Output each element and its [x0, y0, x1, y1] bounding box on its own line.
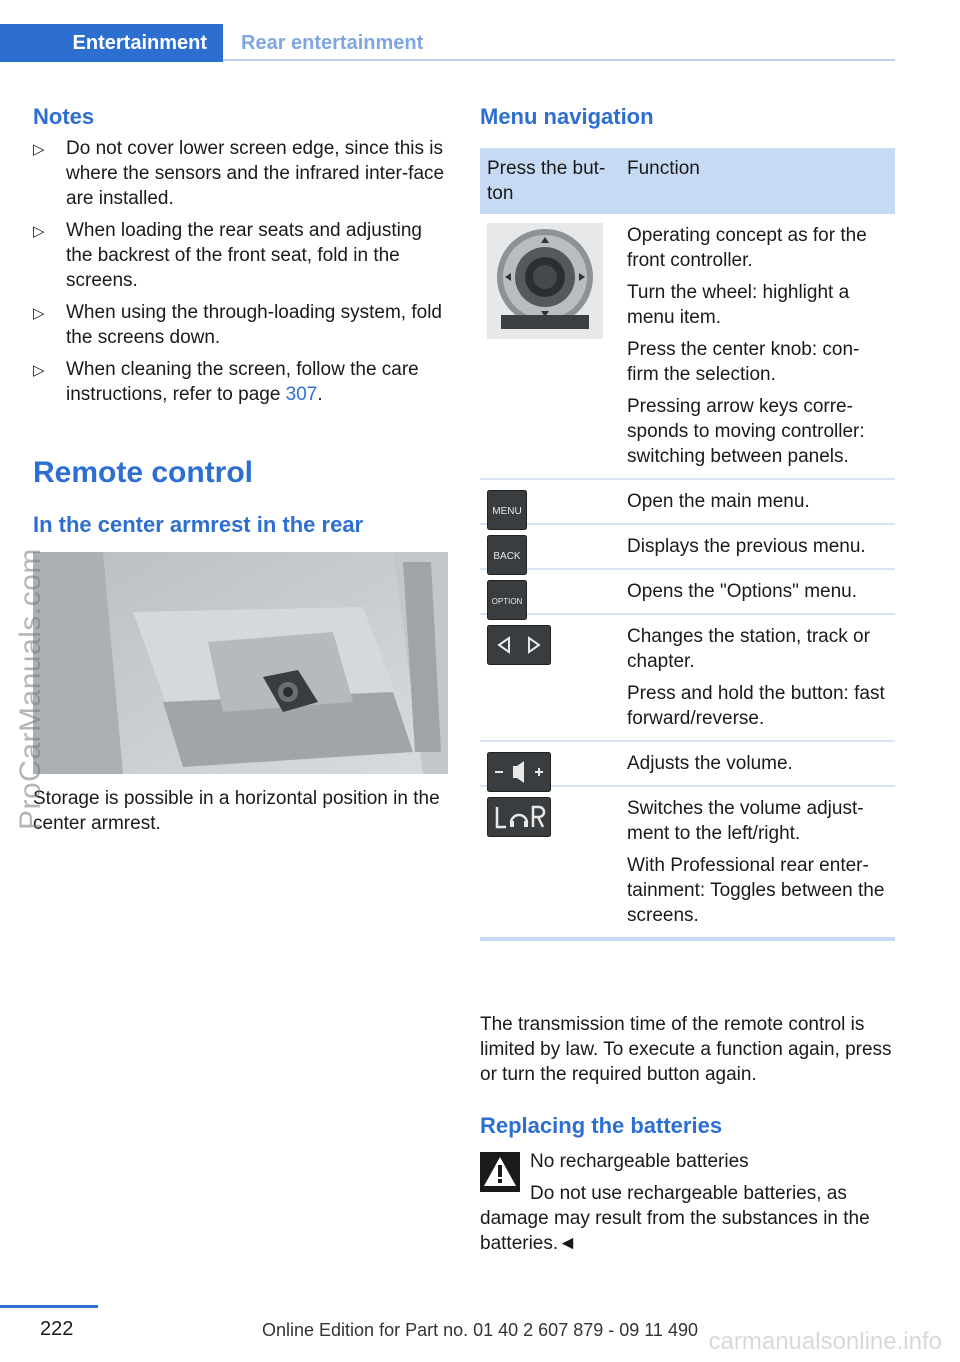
notes-heading: Notes	[33, 104, 95, 129]
table-header	[480, 148, 895, 214]
function-text: Changes the station, track or chapter. Press and hold the button: fast forward/reverse.	[627, 626, 885, 729]
function-text: Opens the "Options" menu.	[627, 581, 858, 602]
batteries-heading: Replacing the batteries	[480, 1113, 723, 1138]
storage-text: Storage is possible in a horizontal position in the center armrest.	[33, 788, 440, 834]
footer-rule	[0, 1305, 98, 1308]
triangle-bullet-icon: ▷	[33, 141, 45, 158]
watermark-bottom: carmanualsonline.info	[708, 1328, 942, 1355]
list-item: ▷ When cleaning the screen, follow the care instructions, refer to page 307.	[33, 359, 419, 405]
table-row	[480, 742, 895, 787]
function-text: Switches the volume adjust-ment to the left/right. With Professional rear enter-tainment: Toggles between the screens.	[627, 798, 885, 926]
triangle-bullet-icon: ▷	[33, 362, 45, 379]
function-text: Displays the previous menu.	[627, 536, 866, 557]
armrest-heading: In the center armrest in the rear	[33, 512, 364, 537]
remote-control-heading: Remote control	[33, 456, 254, 489]
function-text: Adjusts the volume.	[627, 753, 793, 774]
tab-entertainment[interactable]: Entertainment	[0, 24, 223, 62]
function-text: Operating concept as for the front controller. Turn the wheel: highlight a menu item. Press the center knob: con-firm the selection. Pressing arrow keys corre-sponds to moving controller: switching between panels.	[627, 225, 867, 467]
table-row	[480, 787, 895, 937]
triangle-bullet-icon: ▷	[33, 223, 45, 240]
page-number: 222	[40, 1318, 74, 1340]
skip-buttons-icon	[487, 625, 551, 670]
function-text: Open the main menu.	[627, 491, 810, 512]
header-rule	[223, 59, 895, 61]
notes-list	[33, 136, 447, 414]
watermark: ProCarManuals.com	[14, 548, 47, 830]
list-item: ▷ When using the through-loading system, fold the screens down.	[33, 302, 442, 348]
warning-title: No rechargeable batteries	[530, 1151, 749, 1172]
svg-text:BACK: BACK	[493, 551, 521, 562]
edition-text: Online Edition for Part no. 01 40 2 607 879 - 09 11 490	[262, 1320, 698, 1340]
armrest-photo	[33, 552, 448, 774]
column-header-function: Function	[627, 158, 700, 179]
menu-table	[480, 148, 895, 941]
table-row	[480, 214, 895, 480]
transmission-text: The transmission time of the remote control is limited by law. To execute a function again, press or turn the required button again.	[480, 1014, 892, 1085]
menu-navigation-heading: Menu navigation	[480, 104, 654, 129]
header	[0, 24, 960, 62]
svg-text:OPTION: OPTION	[491, 597, 523, 606]
table-row	[480, 615, 895, 742]
list-item: ▷ Do not cover lower screen edge, since this is where the sensors and the infrared inter-face are installed.	[33, 138, 445, 209]
table-row	[480, 525, 895, 570]
column-header-button: Press the but-ton	[487, 158, 606, 204]
svg-text:MENU: MENU	[492, 506, 522, 517]
table-row	[480, 480, 895, 525]
page-link[interactable]: 307	[285, 384, 318, 405]
table-bottom-rule	[480, 937, 895, 941]
warning-text: Do not use rechargeable batteries, as damage may result from the substances in the batteries.◄	[480, 1183, 870, 1254]
left-right-buttons-icon	[487, 797, 551, 842]
tab-rear-entertainment[interactable]: Rear entertainment	[241, 31, 424, 54]
controller-icon	[487, 223, 603, 344]
table-row	[480, 570, 895, 615]
triangle-bullet-icon: ▷	[33, 305, 45, 322]
list-item: ▷ When loading the rear seats and adjusting the backrest of the front seat, fold in the screens.	[33, 220, 422, 291]
